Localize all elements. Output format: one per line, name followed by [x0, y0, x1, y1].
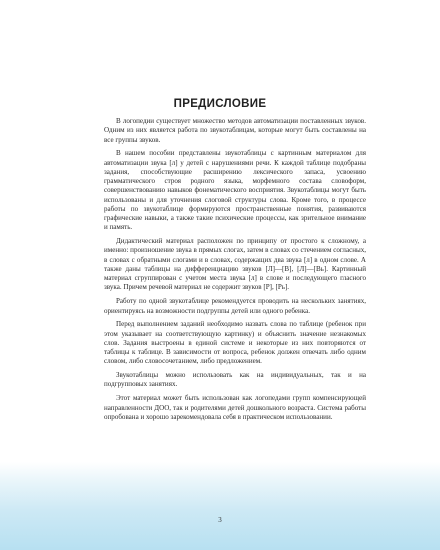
- page-number: 3: [218, 516, 222, 524]
- paragraph-7: Этот материал может быть использован как логопедами групп компенсирующей направленности ДОО, так и родителями детей дошкольного возраста. Система работы опробована и хорошо зарекомендовала себя в практическом использовании.: [104, 394, 366, 421]
- footer-gradient-band: [0, 462, 440, 550]
- paragraph-4: Работу по одной звукотаблице рекомендуется проводить на нескольких занятиях, ориентируясь на возможности подгруппы детей или одного ребенка.: [104, 297, 366, 315]
- paragraph-5: Перед выполнением заданий необходимо назвать слова по таблице (ребенок при этом указывает на соответствующую картинку) и объяснить значение незнакомых слов. Задания выстроены в единой системе и некоторые из них повторяются от таблицы к таблице. В зависимости от вопроса, ребенок должен отвечать либо одним словом, либо словосочетанием, либо предложением.: [104, 320, 366, 366]
- body-text: [104, 117, 366, 427]
- paragraph-2: В нашем пособии представлены звукотаблицы с картинным материалом для автоматизации звука [л] у детей с нарушениями речи. К каждой таблице подобраны задания, способствующие расширению лексического запаса, усвоению грамматического строя родного языка, морфемного состава словоформ, совершенствованию навыков фонематического восприятия. Звукотаблицы могут быть использованы и для уточнения слоговой структуры слова. Кроме того, в процессе работы по звукотаблице формируются пространственные понятия, развиваются графические навыки, а также такие психические процессы, как зрительное внимание и память.: [104, 149, 366, 232]
- page-title: ПРЕДИСЛОВИЕ: [173, 98, 267, 110]
- paragraph-6: Звукотаблицы можно использовать как на индивидуальных, так и на подгрупповых занятиях.: [104, 371, 366, 389]
- paragraph-3: Дидактический материал расположен по принципу от простого к сложному, а именно: произношение звука в прямых слогах, затем в словах со стечением согласных, в словах с обратными слогами и в словах, содержащих два звука [л] в одном слове. А также даны таблицы на дифференциацию звуков [Л]—[В], [Л]—[Вь]. Картинный материал сгруппирован с учетом места звука [л] в слове и последующего гласного звука. Причем речевой материал не содержит звуков [Р], [Рь].: [104, 237, 366, 292]
- paragraph-1: В логопедии существует множество методов автоматизации поставленных звуков. Одним из них является работа по звукотаблицам, которые могут быть составлены на все группы звуков.: [104, 117, 366, 144]
